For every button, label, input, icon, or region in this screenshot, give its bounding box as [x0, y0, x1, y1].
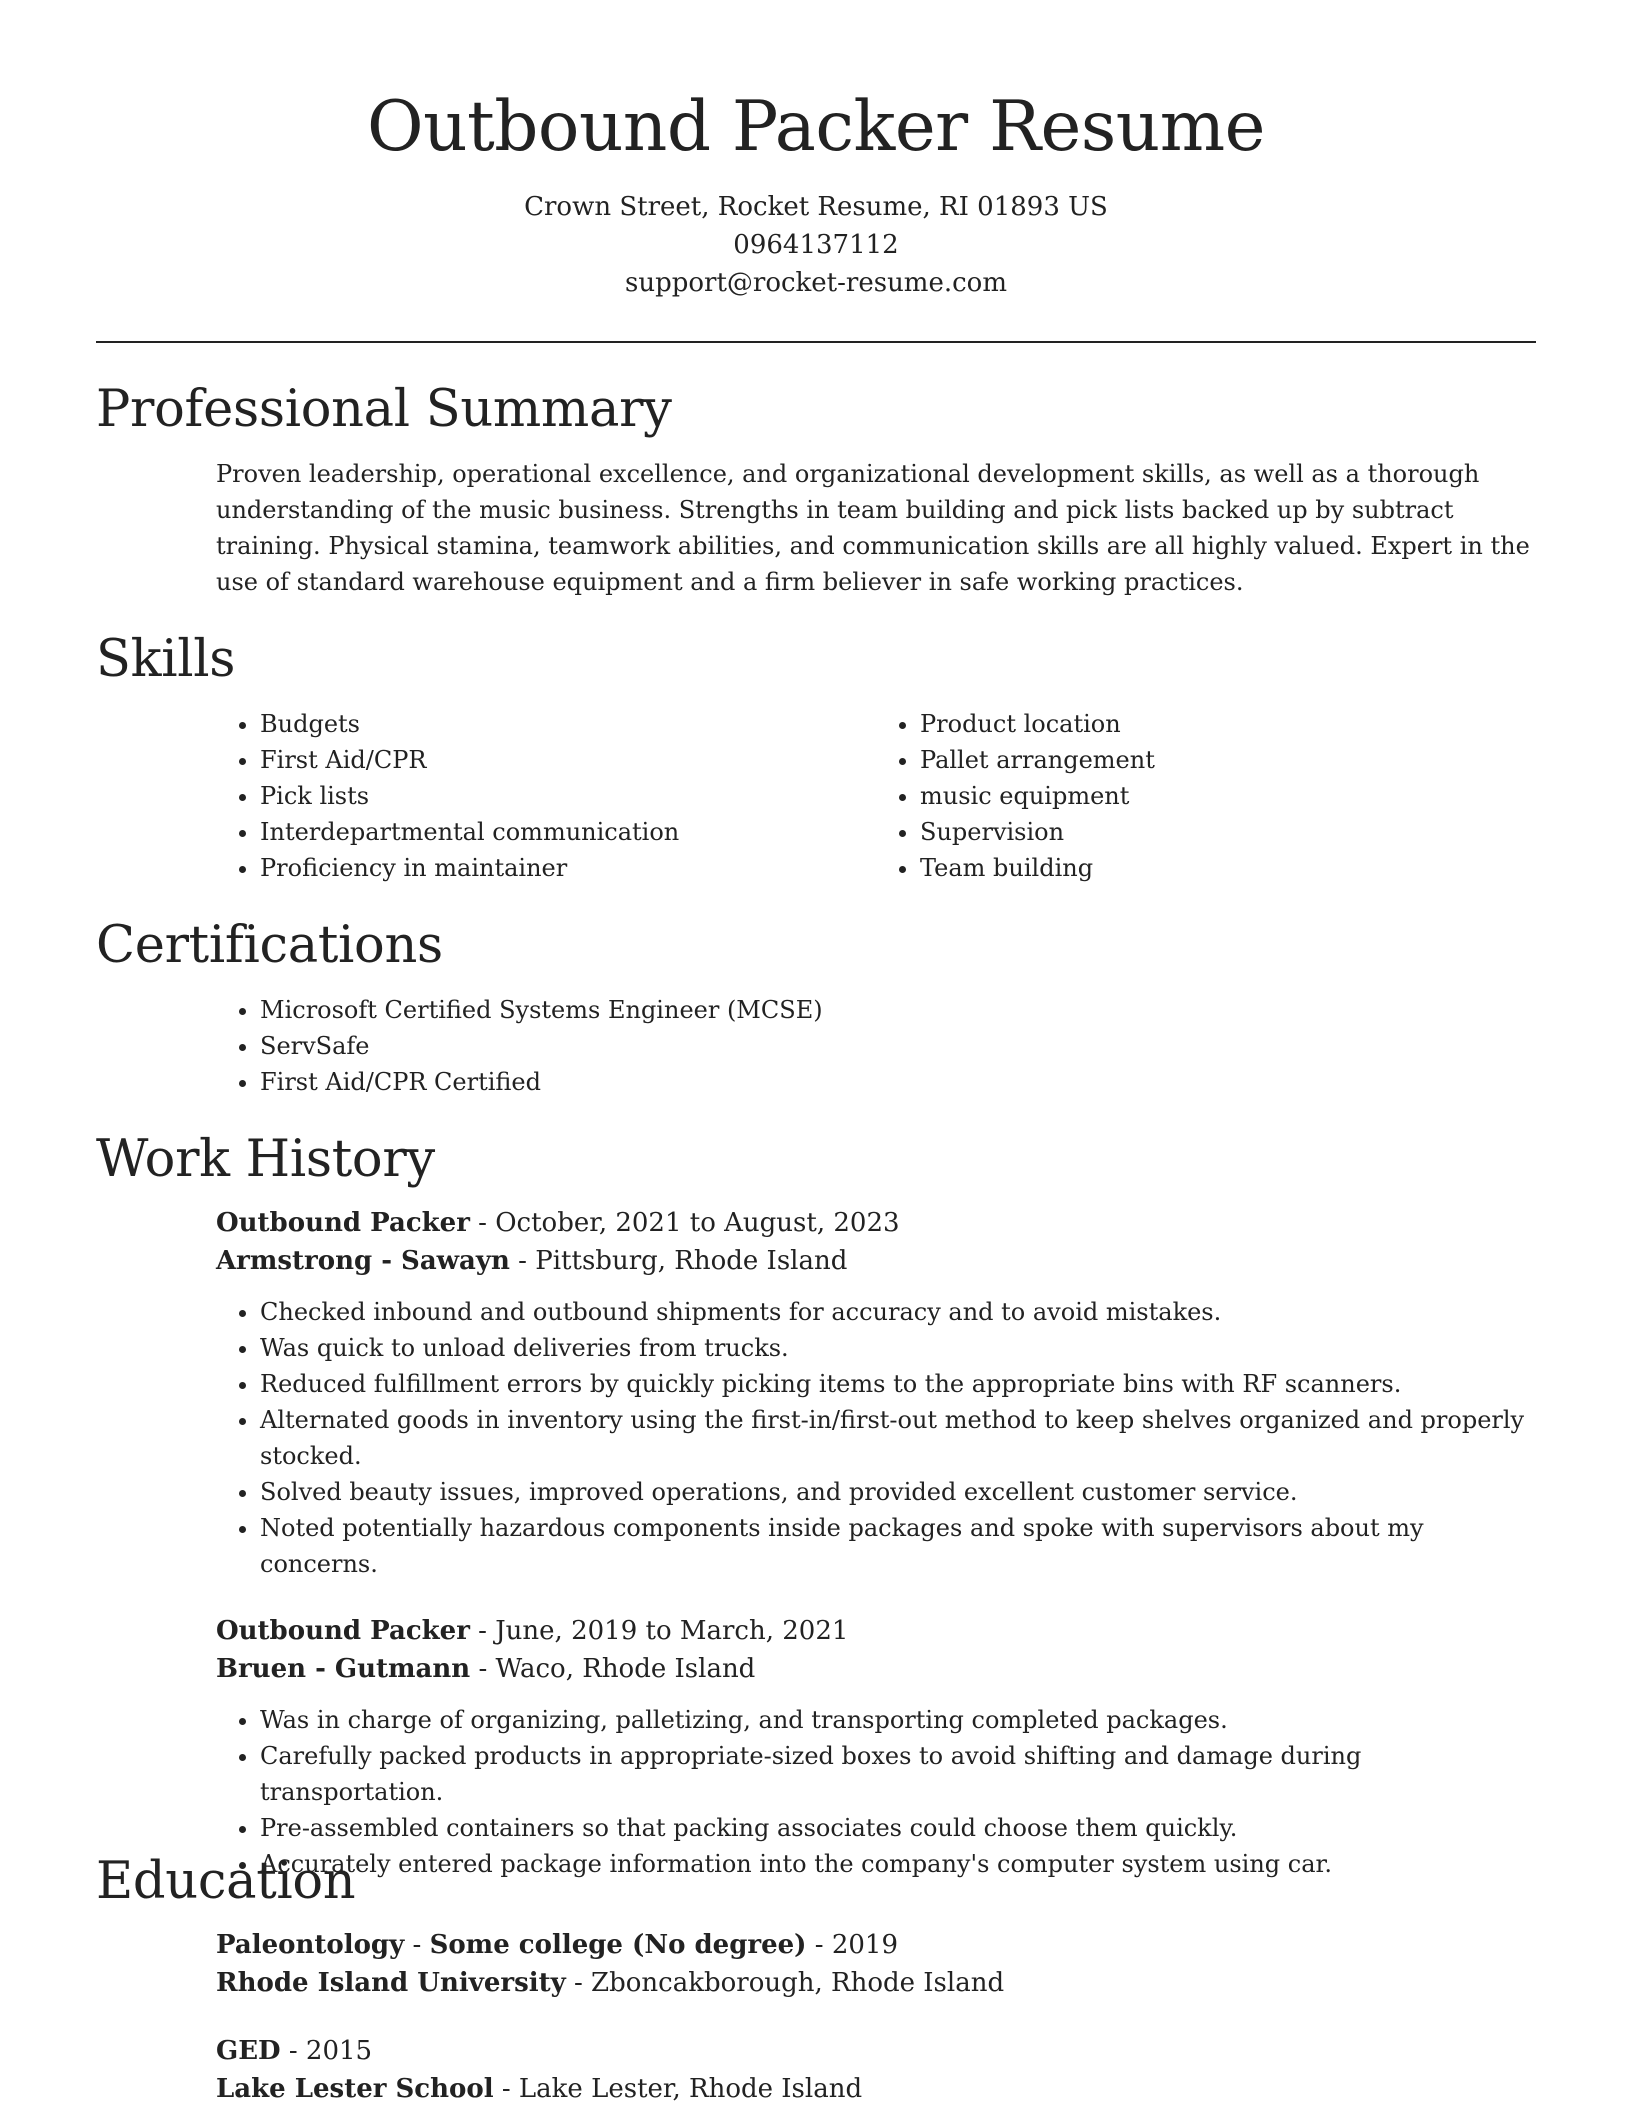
header-divider [96, 341, 1536, 343]
education-entry [216, 2032, 1536, 2108]
education-school: Rhode Island University [216, 1968, 566, 1998]
work-history-section [96, 1130, 1536, 1882]
job-entry [216, 1612, 1536, 1882]
skill-item: • First Aid/CPR [260, 742, 876, 778]
section-heading-education: Education [96, 1852, 356, 1911]
certifications-body [216, 992, 1536, 1100]
certification-item: • Microsoft Certified Systems Engineer (MCSE) [260, 992, 1536, 1028]
skill-item: • Product location [920, 706, 1536, 742]
certifications-list [216, 992, 1536, 1100]
job-bullet: • Noted potentially hazardous components inside packages and spoke with supervisors about my concerns. [260, 1510, 1536, 1582]
certification-item: • ServSafe [260, 1028, 1536, 1064]
skills-list-left [216, 706, 876, 886]
education-field: Paleontology [216, 1930, 405, 1960]
skill-item: • Interdepartmental communication [260, 814, 876, 850]
skill-item: • Proficiency in maintainer [260, 850, 876, 886]
contact-address: Crown Street, Rocket Resume, RI 01893 US [524, 192, 1108, 222]
skill-item: • Pallet arrangement [920, 742, 1536, 778]
job-bullet: • Pre-assembled containers so that packing associates could choose them quickly. [260, 1810, 1536, 1846]
job-bullet: • Checked inbound and outbound shipments for accuracy and to avoid mistakes. [260, 1294, 1536, 1330]
education-section [96, 1852, 1536, 2108]
education-year: 2019 [831, 1930, 898, 1960]
education-location: Zboncakborough, Rhode Island [591, 1968, 1005, 1998]
job-company: Armstrong - Sawayn [216, 1246, 510, 1276]
job-title-line: Outbound Packer - October, 2021 to August, 2023 [216, 1208, 900, 1238]
education-field: GED [216, 2036, 281, 2066]
skill-item: • Budgets [260, 706, 876, 742]
section-heading-certifications: Certifications [96, 916, 443, 975]
education-school: Lake Lester School [216, 2074, 494, 2104]
resume-header [0, 82, 1632, 302]
job-bullet: • Accurately entered package information into the company's computer system using car. [260, 1846, 1536, 1882]
job-bullet: • Reduced fulfillment errors by quickly picking items to the appropriate bins with RF scanners. [260, 1366, 1536, 1402]
job-entry [216, 1204, 1536, 1582]
job-bullet: • Carefully packed products in appropriate-sized boxes to avoid shifting and damage during transportation. [260, 1738, 1536, 1810]
resume-title: Outbound Packer Resume [367, 87, 1265, 167]
education-year: 2015 [305, 2036, 373, 2066]
skill-item: • Pick lists [260, 778, 876, 814]
contact-block [0, 188, 1632, 302]
contact-phone: 0964137112 [733, 230, 899, 260]
section-heading-skills: Skills [96, 630, 236, 689]
education-entry [216, 1926, 1536, 2002]
section-heading-summary: Professional Summary [96, 380, 672, 439]
skills-section [96, 630, 1536, 886]
education-location: Lake Lester, Rhode Island [518, 2074, 863, 2104]
education-degree-line: Paleontology - Some college (No degree) - 2019 [216, 1930, 898, 1960]
job-company: Bruen - Gutmann [216, 1654, 471, 1684]
skill-item: • music equipment [920, 778, 1536, 814]
job-dates: October, 2021 to August, 2023 [495, 1208, 900, 1238]
education-degree-line: GED - 2015 [216, 2036, 373, 2066]
job-bullet: • Was in charge of organizing, palletizing, and transporting completed packages. [260, 1702, 1536, 1738]
education-school-line: Rhode Island University - Zboncakborough, Rhode Island [216, 1968, 1005, 1998]
skills-columns [216, 706, 1536, 886]
job-bullet: • Was quick to unload deliveries from trucks. [260, 1330, 1536, 1366]
job-title-line: Outbound Packer - June, 2019 to March, 2021 [216, 1616, 849, 1646]
job-title: Outbound Packer [216, 1208, 470, 1238]
job-dates: June, 2019 to March, 2021 [495, 1616, 849, 1646]
job-company-line: Bruen - Gutmann - Waco, Rhode Island [216, 1654, 756, 1684]
summary-section [96, 380, 1536, 600]
education-degree: Some college (No degree) [429, 1930, 807, 1960]
education-school-line: Lake Lester School - Lake Lester, Rhode Island [216, 2074, 863, 2104]
job-location: Waco, Rhode Island [495, 1654, 756, 1684]
summary-text: Proven leadership, operational excellence, and organizational development skills, as well as a thorough understanding of the music business. Strengths in team building and pick lists backed up by subtract training. Physical stamina, teamwork abilities, and communication skills are all highly valued. Expert in the use of standard warehouse equipment and a firm believer in safe working practices. [216, 460, 1530, 596]
certifications-section [96, 916, 1536, 1100]
skill-item: • Team building [920, 850, 1536, 886]
skill-item: • Supervision [920, 814, 1536, 850]
job-title: Outbound Packer [216, 1616, 470, 1646]
job-bullet: • Solved beauty issues, improved operations, and provided excellent customer service. [260, 1474, 1536, 1510]
job-company-line: Armstrong - Sawayn - Pittsburg, Rhode Island [216, 1246, 848, 1276]
section-heading-work-history: Work History [96, 1130, 435, 1189]
contact-email: support@rocket-resume.com [624, 268, 1007, 298]
job-location: Pittsburg, Rhode Island [535, 1246, 848, 1276]
certification-item: • First Aid/CPR Certified [260, 1064, 1536, 1100]
job-bullet: • Alternated goods in inventory using the first-in/first-out method to keep shelves organized and properly stocked. [260, 1402, 1536, 1474]
skills-list-right [876, 706, 1536, 886]
job-bullets [216, 1294, 1536, 1582]
